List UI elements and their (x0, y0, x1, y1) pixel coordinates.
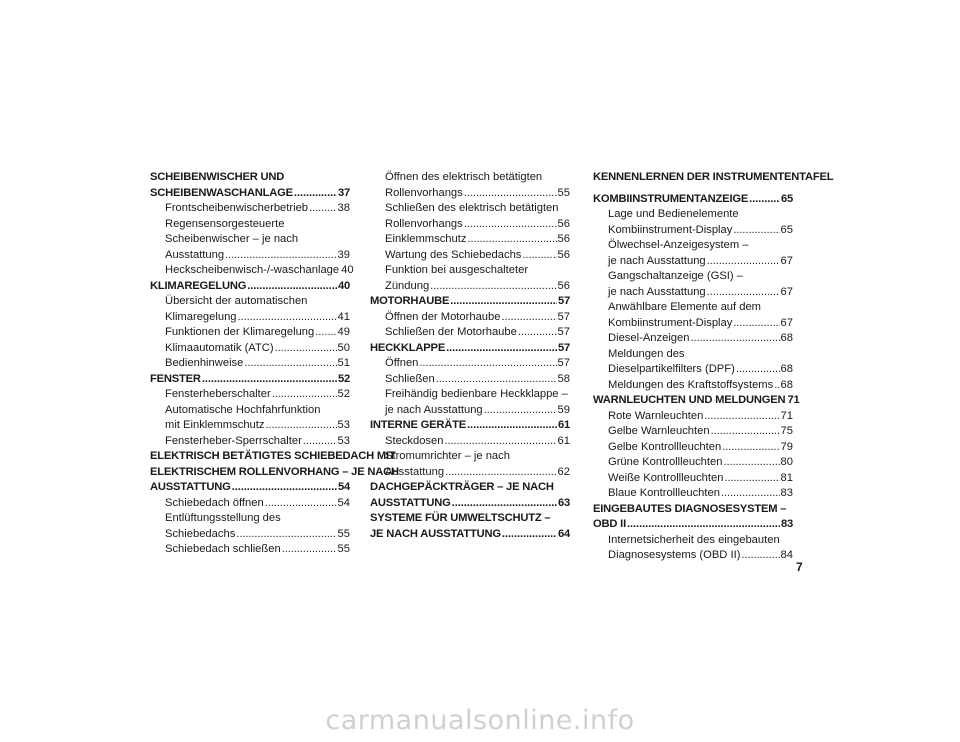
toc-entry-title: Ausstattung (385, 465, 445, 478)
toc-entry-title: Heckscheibenwisch-/-waschanlage (165, 264, 340, 276)
dot-leader (315, 325, 336, 341)
toc-subentry[interactable] (593, 238, 793, 254)
toc-subentry[interactable] (150, 356, 350, 372)
toc-column-1 (150, 170, 399, 558)
toc-entry-title: INTERNE GERÄTE (370, 419, 467, 431)
toc-entry-title: SCHEIBENWISCHER UND (150, 171, 285, 183)
toc-page-number: 84 (780, 549, 793, 561)
toc-entry-title: Öffnen des elektrisch betätigten (385, 171, 543, 183)
toc-entry-title: KOMBIINSTRUMENTANZEIGE (593, 192, 749, 205)
toc-entry-title: DACHGEPÄCKTRÄGER – JE NACH (370, 481, 554, 493)
toc-subentry[interactable] (593, 300, 793, 316)
toc-page-number: 54 (337, 481, 350, 493)
dot-leader (741, 548, 779, 564)
toc-page-number: 71 (780, 409, 793, 422)
toc-subentry[interactable] (370, 217, 570, 233)
toc-entry-title: Gelbe Warnleuchten (608, 425, 710, 437)
toc-subentry[interactable] (370, 434, 570, 450)
toc-entry-title: Zündung (385, 279, 430, 292)
toc-page-number: 63 (557, 496, 570, 509)
toc-entry-title: Rollenvorhangs (385, 217, 463, 230)
toc-page-number: 56 (557, 217, 570, 230)
toc-page-number: 49 (337, 326, 350, 338)
toc-subentry[interactable] (150, 263, 354, 279)
dot-leader (294, 186, 337, 202)
toc-entry-title: Grüne Kontrollleuchten (608, 456, 723, 468)
dot-leader (722, 440, 779, 456)
toc-entry-title: SCHEIBENWASCHANLAGE (150, 186, 293, 199)
toc-page-number: 61 (557, 434, 570, 447)
toc-entry-title: Bedienhinweise (165, 357, 244, 369)
dot-leader (484, 403, 557, 419)
toc-subentry[interactable] (593, 316, 793, 332)
toc-entry-title: Funktion bei ausgeschalteter (385, 264, 529, 276)
toc-subentry[interactable] (370, 356, 570, 372)
toc-page-number: 52 (337, 372, 350, 385)
toc-entry-title: MOTORHAUBE (370, 295, 450, 307)
toc-entry-title: Regensensorgesteuerte (165, 217, 285, 230)
toc-page-number: 71 (787, 394, 800, 406)
toc-page-number: 37 (337, 186, 350, 199)
toc-heading[interactable] (593, 192, 793, 208)
toc-page-number: 51 (337, 357, 350, 369)
toc-entry-title: Anwählbare Elemente auf dem (608, 301, 761, 313)
dot-leader (467, 232, 556, 248)
toc-entry-title: Schiebedach öffnen (165, 496, 264, 509)
toc-entry-title: AUSSTATTUNG (370, 496, 451, 509)
toc-page-number: 80 (780, 456, 793, 468)
dot-leader (303, 434, 337, 450)
toc-subentry[interactable] (593, 254, 793, 270)
toc-entry-title: ELEKTRISCHEM ROLLENVORHANG – JE NACH (150, 465, 399, 478)
toc-subentry[interactable] (150, 527, 350, 543)
toc-entry-title: Wartung des Schiebedachs (385, 248, 522, 261)
toc-subentry[interactable] (150, 201, 350, 217)
dot-leader (733, 223, 779, 239)
toc-subentry[interactable] (593, 471, 793, 487)
dot-leader (733, 316, 779, 332)
toc-subentry[interactable] (370, 232, 570, 248)
toc-page-number: 67 (780, 316, 793, 329)
dot-leader (282, 542, 337, 558)
toc-subentry[interactable] (150, 403, 350, 419)
toc-heading[interactable] (150, 372, 350, 388)
toc-page-number: 39 (337, 248, 350, 261)
toc-subentry[interactable] (370, 449, 570, 465)
toc-subentry[interactable] (370, 170, 570, 186)
dot-leader (436, 372, 557, 388)
toc-subentry[interactable] (370, 403, 570, 419)
dot-leader (721, 486, 780, 502)
toc-page-number: 52 (337, 388, 350, 400)
toc-entry-title: Öffnen (385, 357, 419, 369)
dot-leader (774, 378, 779, 394)
dot-leader (704, 409, 779, 425)
dot-leader (501, 310, 556, 326)
dot-leader (736, 362, 780, 378)
toc-entry-title: Scheibenwischer – je nach (165, 233, 299, 245)
toc-entry-title: Einklemmschutz (385, 233, 467, 245)
watermark: carmanualsonline.info (325, 705, 635, 736)
toc-entry-title: Funktionen der Klimaregelung (165, 326, 315, 338)
toc-page-number: 79 (780, 440, 793, 453)
toc-page-number: 83 (780, 518, 793, 530)
toc-page-number: 57 (557, 357, 570, 369)
dot-leader (446, 341, 557, 357)
toc-subentry[interactable] (150, 434, 350, 450)
toc-subentry[interactable] (150, 325, 350, 341)
dot-leader (522, 248, 556, 264)
dot-leader (467, 418, 557, 434)
dot-leader (711, 424, 780, 440)
toc-page-number: 38 (337, 202, 350, 214)
toc-entry-title: mit Einklemmschutz (165, 419, 265, 431)
dot-leader (450, 294, 557, 310)
toc-heading[interactable] (593, 393, 800, 409)
toc-page-number: 57 (557, 310, 570, 323)
toc-page-number: 83 (780, 487, 793, 499)
toc-subentry[interactable] (370, 325, 570, 341)
toc-page-number: 55 (337, 543, 350, 555)
toc-heading[interactable] (150, 279, 350, 295)
toc-subentry[interactable] (150, 232, 350, 248)
toc-subentry[interactable] (370, 186, 570, 202)
dot-leader (275, 341, 337, 357)
toc-entry-title: je nach Ausstattung (608, 285, 706, 298)
toc-page-number: 56 (557, 248, 570, 261)
toc-page-number: 57 (557, 295, 570, 307)
toc-subentry[interactable] (593, 223, 793, 239)
dot-leader (707, 254, 780, 270)
page-number: 7 (796, 560, 803, 574)
toc-subentry[interactable] (150, 387, 350, 403)
toc-page-number: 56 (557, 233, 570, 245)
toc-page-number: 62 (557, 465, 570, 478)
toc-entry-title: Klimaregelung (165, 310, 237, 323)
toc-subentry[interactable] (150, 496, 350, 512)
toc-subentry[interactable] (593, 331, 793, 347)
toc-entry-title: Fensterheber-Sperrschalter (165, 434, 302, 447)
toc-page-number: 40 (337, 279, 350, 292)
toc-subentry[interactable] (150, 294, 350, 310)
toc-heading[interactable] (593, 170, 834, 186)
toc-entry-title: Frontscheibenwischerbetrieb (165, 202, 309, 214)
toc-subentry[interactable] (370, 201, 570, 217)
toc-entry-title: Schiebedachs (165, 527, 236, 540)
toc-subentry[interactable] (593, 455, 793, 471)
toc-page-number: 68 (780, 363, 793, 375)
toc-subentry[interactable] (593, 409, 793, 425)
toc-page-number: 53 (337, 419, 350, 431)
toc-column-2 (370, 170, 570, 542)
toc-page-number: 55 (557, 186, 570, 199)
toc-page-number: 58 (557, 372, 570, 385)
toc-entry-title: Kombiinstrument-Display (608, 316, 733, 329)
toc-page-number: 65 (780, 192, 793, 205)
toc-entry-title: Schließen des elektrisch betätigten (385, 202, 559, 214)
toc-entry-title: Steckdosen (385, 434, 444, 447)
dot-leader (236, 527, 336, 543)
toc-subentry[interactable] (150, 341, 350, 357)
toc-page-number: 67 (780, 254, 793, 267)
toc-subentry[interactable] (593, 486, 793, 502)
dot-leader (452, 496, 557, 512)
toc-heading[interactable] (150, 186, 350, 202)
toc-page-number: 61 (557, 419, 570, 431)
dot-leader (265, 418, 336, 434)
toc-page-number: 56 (557, 279, 570, 292)
dot-leader (444, 434, 556, 450)
toc-entry-title: Lage und Bedienelemente (608, 208, 739, 220)
toc-subentry[interactable] (150, 511, 350, 527)
toc-entry-title: Rollenvorhangs (385, 186, 463, 199)
toc-entry-title: Blaue Kontrollleuchten (608, 487, 720, 499)
toc-subentry[interactable] (370, 387, 570, 403)
dot-leader (265, 496, 337, 512)
toc-subentry[interactable] (150, 217, 350, 233)
toc-subentry[interactable] (593, 285, 793, 301)
toc-subentry[interactable] (593, 533, 793, 549)
toc-subentry[interactable] (593, 424, 793, 440)
dot-leader (723, 455, 779, 471)
toc-heading[interactable] (150, 170, 350, 186)
toc-entry-title: je nach Ausstattung (608, 254, 706, 267)
toc-entry-title: KLIMAREGELUNG (150, 279, 247, 292)
toc-heading[interactable] (593, 517, 793, 533)
toc-page-number: 64 (557, 527, 570, 540)
toc-entry-title: Gelbe Kontrollleuchten (608, 440, 722, 453)
toc-subentry[interactable] (593, 378, 793, 394)
toc-entry-title: Öffnen der Motorhaube (385, 310, 501, 323)
toc-entry-title: Schließen (385, 372, 435, 385)
toc-heading[interactable] (150, 480, 350, 496)
dot-leader (272, 387, 337, 403)
dot-leader (419, 356, 556, 372)
toc-page-number: 40 (341, 264, 354, 276)
toc-subentry[interactable] (593, 347, 793, 363)
toc-entry-title: WARNLEUCHTEN UND MELDUNGEN (593, 394, 786, 406)
toc-subentry[interactable] (150, 542, 350, 558)
toc-entry-title: Freihändig bedienbare Heckklappe – (385, 388, 568, 400)
toc-entry-title: Entlüftungsstellung des (165, 512, 281, 524)
dot-leader (202, 372, 337, 388)
toc-entry-title: EINGEBAUTES DIAGNOSESYSTEM – (593, 502, 787, 515)
toc-subentry[interactable] (150, 310, 350, 326)
toc-entry-title: KENNENLERNEN DER INSTRUMENTENTAFEL (593, 171, 834, 183)
toc-subentry[interactable] (150, 418, 350, 434)
toc-entry-title: HECKKLAPPE (370, 341, 446, 354)
dot-leader (627, 517, 780, 533)
toc-subentry[interactable] (370, 263, 570, 279)
toc-entry-title: JE NACH AUSSTATTUNG (370, 527, 501, 540)
toc-column-3 (593, 170, 834, 564)
toc-heading[interactable] (150, 465, 399, 481)
toc-subentry[interactable] (370, 279, 570, 295)
toc-page-number: 75 (780, 425, 793, 437)
toc-heading[interactable] (370, 527, 570, 543)
toc-entry-title: Klimaautomatik (ATC) (165, 341, 274, 354)
toc-subentry[interactable] (150, 248, 350, 264)
dot-leader (707, 285, 780, 301)
dot-leader (244, 356, 336, 372)
toc-page-number: 55 (337, 527, 350, 540)
toc-page-number: 81 (780, 471, 793, 484)
toc-heading[interactable] (370, 496, 570, 512)
toc-entry-title: Kombiinstrument-Display (608, 223, 733, 236)
dot-leader (225, 248, 336, 264)
toc-entry-title: Schiebedach schließen (165, 543, 281, 555)
toc-entry-title: ELEKTRISCH BETÄTIGTES SCHIEBEDACH MIT (150, 450, 396, 462)
toc-entry-title: Fensterheberschalter (165, 388, 271, 400)
dot-leader (518, 325, 557, 341)
toc-entry-title: Rote Warnleuchten (608, 409, 704, 422)
toc-page-number: 67 (780, 285, 793, 298)
toc-entry-title: Diagnosesystems (OBD II) (608, 549, 741, 561)
toc-heading[interactable] (370, 511, 570, 527)
dot-leader (445, 465, 556, 481)
toc-entry-title: Weiße Kontrollleuchten (608, 471, 724, 484)
dot-leader (430, 279, 556, 295)
toc-page-number: 68 (780, 332, 793, 344)
toc-heading[interactable] (370, 341, 570, 357)
dot-leader (724, 471, 779, 487)
toc-subentry[interactable] (370, 248, 570, 264)
toc-page-number: 57 (557, 326, 570, 338)
toc-page-number: 68 (780, 378, 793, 391)
toc-entry-title: Ölwechsel-Anzeigesystem – (608, 239, 749, 251)
toc-page-number: 54 (337, 496, 350, 509)
toc-subentry[interactable] (593, 548, 793, 564)
dot-leader (464, 217, 557, 233)
dot-leader (232, 480, 337, 496)
toc-entry-title: Stromumrichter – je nach (385, 450, 510, 462)
toc-entry-title: je nach Ausstattung (385, 403, 483, 416)
toc-subentry[interactable] (370, 465, 570, 481)
toc-page-number: 59 (557, 403, 570, 416)
toc-entry-title: SYSTEME FÜR UMWELTSCHUTZ – (370, 512, 551, 524)
toc-page-number: 65 (780, 223, 793, 236)
dot-leader (247, 279, 337, 295)
toc-entry-title: Ausstattung (165, 248, 225, 261)
toc-entry-title: FENSTER (150, 372, 201, 385)
toc-subentry[interactable] (593, 269, 793, 285)
toc-page-number: 57 (557, 341, 570, 354)
toc-subentry[interactable] (593, 207, 793, 223)
toc-subentry[interactable] (370, 310, 570, 326)
toc-page-number: 53 (337, 434, 350, 447)
dot-leader (749, 192, 780, 208)
toc-page-number: 50 (337, 341, 350, 354)
toc-entry-title: OBD II (593, 518, 626, 530)
toc-heading[interactable] (593, 502, 793, 518)
dot-leader (238, 310, 337, 326)
toc-entry-title: Übersicht der automatischen (165, 295, 308, 307)
toc-entry-title: Internetsicherheit des eingebauten (608, 533, 780, 546)
toc-subentry[interactable] (593, 440, 793, 456)
dot-leader (309, 201, 337, 217)
toc-heading[interactable] (370, 480, 570, 496)
toc-subentry[interactable] (593, 362, 793, 378)
dot-leader (464, 186, 557, 202)
toc-entry-title: Meldungen des Kraftstoffsystems (608, 378, 774, 391)
dot-leader (690, 331, 779, 347)
toc-entry-title: Schließen der Motorhaube (385, 326, 517, 338)
dot-leader (502, 527, 557, 543)
toc-entry-title: Dieselpartikelfilters (DPF) (608, 363, 735, 375)
toc-subentry[interactable] (370, 372, 570, 388)
toc-entry-title: AUSSTATTUNG (150, 481, 231, 493)
toc-heading[interactable] (150, 449, 396, 465)
toc-entry-title: Meldungen des (608, 347, 685, 360)
toc-entry-title: Gangschaltanzeige (GSI) – (608, 270, 743, 282)
toc-heading[interactable] (370, 418, 570, 434)
toc-page-number: 41 (337, 310, 350, 323)
toc-heading[interactable] (370, 294, 570, 310)
toc-entry-title: Diesel-Anzeigen (608, 332, 690, 344)
toc-entry-title: Automatische Hochfahrfunktion (165, 403, 321, 416)
